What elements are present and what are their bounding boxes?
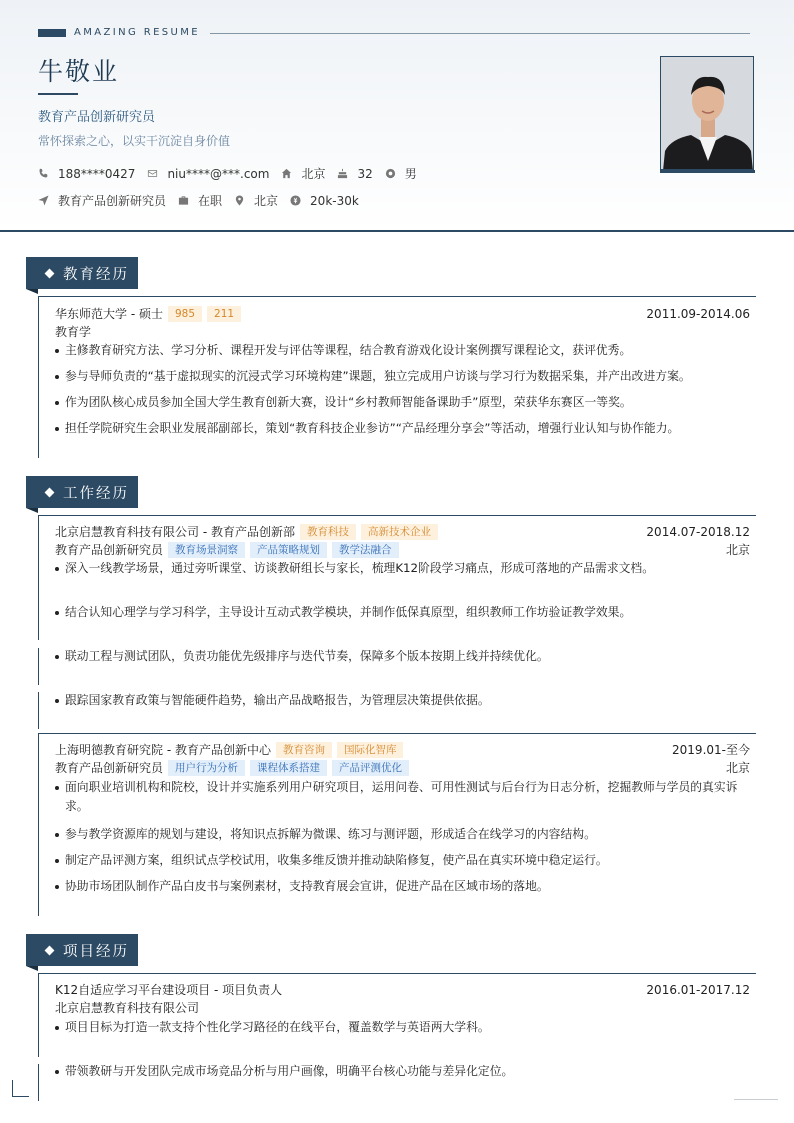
phone-item xyxy=(38,167,135,181)
job-intention-row xyxy=(38,192,371,209)
education-date: 2011.09-2014.06 xyxy=(646,306,750,321)
list-item: 作为团队核心成员参加全国大学生教育创新大赛，设计“乡村教师智能备课助手”原型，荣获华东赛区一等奖。 xyxy=(55,393,751,412)
section-education-title: 教育经历 xyxy=(63,266,129,283)
section-fold xyxy=(26,508,38,513)
salary-item xyxy=(290,194,359,208)
avatar xyxy=(661,57,754,170)
education-entry xyxy=(38,296,756,458)
contact-row xyxy=(38,165,429,182)
list-item: 结合认知心理学与学习科学，主导设计互动式教学模块，并制作低保真原型，组织教师工作坊验证教学效果。 xyxy=(55,603,751,622)
home-text: 北京 xyxy=(301,167,326,181)
location-pin-icon xyxy=(234,195,245,206)
entry-rail xyxy=(38,974,39,1057)
status-icon xyxy=(178,195,189,206)
entry-rail xyxy=(38,648,39,685)
project-head-row xyxy=(55,981,750,998)
mail-icon xyxy=(147,168,158,179)
candidate-name: 牛敬业 xyxy=(38,57,120,86)
profile-photo xyxy=(660,56,754,170)
section-fold xyxy=(26,289,38,294)
salary-text: 20k-30k xyxy=(310,193,359,208)
diamond-icon xyxy=(45,487,55,497)
company-tag: 国际化智库 xyxy=(337,742,404,758)
age-item xyxy=(337,167,372,181)
diamond-icon xyxy=(45,945,55,955)
section-work-title: 工作经历 xyxy=(63,485,129,502)
project-entry xyxy=(38,973,756,1101)
role: 教育产品创新研究员 xyxy=(55,543,164,557)
status-text: 在职 xyxy=(198,194,223,208)
project-org-row xyxy=(55,999,750,1016)
project-date: 2016.01-2017.12 xyxy=(646,982,750,997)
project-org: 北京启慧教育科技有限公司 xyxy=(55,1001,200,1015)
list-item: 面向职业培训机构和院校，设计并实施系列用户研究项目，运用问卷、可用性测试与后台行为日志分析，挖掘教师与学员的真实诉求。 xyxy=(55,778,751,816)
work-head-row xyxy=(55,741,750,758)
work-date: 2019.01-至今 xyxy=(672,743,750,757)
job-title: 教育产品创新研究员 xyxy=(38,110,156,125)
cake-icon xyxy=(337,168,348,179)
skill-tag: 课程体系搭建 xyxy=(250,760,327,776)
company-tag: 教育科技 xyxy=(300,524,356,540)
header-divider xyxy=(0,230,794,232)
skill-tag: 产品评测优化 xyxy=(332,760,409,776)
target-position-item xyxy=(38,192,166,209)
email-text: niu****@***.com xyxy=(167,166,270,181)
work-head-row xyxy=(55,523,750,540)
school-name: 华东师范大学 - 硕士 xyxy=(55,307,163,321)
send-icon xyxy=(38,195,49,206)
skill-tag: 教学法融合 xyxy=(332,542,399,558)
list-item: 参与导师负责的“基于虚拟现实的沉浸式学习环境构建”课题，独立完成用户访谈与学习行为数据采集，并产出改进方案。 xyxy=(55,367,751,386)
company-name: 北京启慧教育科技有限公司 - 教育产品创新部 xyxy=(55,525,295,539)
role-row xyxy=(55,541,750,558)
section-work-header xyxy=(26,476,138,508)
education-head-row xyxy=(55,305,750,322)
phone-icon xyxy=(38,168,49,179)
page-corner-mark xyxy=(12,1080,29,1097)
footer-rule xyxy=(734,1099,778,1100)
major: 教育学 xyxy=(55,325,92,339)
target-city-text: 北京 xyxy=(254,194,279,208)
list-item: 协助市场团队制作产品白皮书与案例素材，支持教育展会宣讲，促进产品在区域市场的落地。 xyxy=(55,877,751,896)
skill-tag: 教育场景洞察 xyxy=(168,542,245,558)
work-entry-1 xyxy=(38,515,756,733)
list-item: 深入一线教学场景，通过旁听课堂、访谈教研组长与家长，梳理K12阶段学习痛点，形成可落地的产品需求文档。 xyxy=(55,559,751,578)
company-tag: 高新技术企业 xyxy=(361,524,438,540)
gender-item xyxy=(385,165,417,182)
motto: 常怀探索之心，以实干沉淀自身价值 xyxy=(38,134,231,148)
entry-rail xyxy=(38,1064,39,1101)
list-item: 联动工程与测试团队，负责功能优先级排序与迭代节奏，保障多个版本按期上线并持续优化。 xyxy=(55,647,751,666)
section-fold xyxy=(26,966,38,971)
list-item: 制定产品评测方案，组织试点学校试用，收集多维反馈并推动缺陷修复，使产品在真实环境中稳定运行。 xyxy=(55,851,751,870)
name-underline xyxy=(38,93,78,95)
salary-icon xyxy=(290,195,301,206)
major-row xyxy=(55,323,750,340)
list-item: 跟踪国家教育政策与智能硬件趋势，输出产品战略报告，为管理层决策提供依据。 xyxy=(55,691,751,710)
tag-rule xyxy=(210,33,750,34)
gender-text: 男 xyxy=(404,167,417,181)
school-tag: 211 xyxy=(207,306,241,322)
tag-accent-bar xyxy=(38,29,66,37)
gender-icon xyxy=(385,168,396,179)
status-item xyxy=(178,192,222,209)
skill-tag: 用户行为分析 xyxy=(168,760,245,776)
role: 教育产品创新研究员 xyxy=(55,761,164,775)
work-entry-2 xyxy=(38,733,756,916)
entry-rail xyxy=(38,516,39,640)
entry-rail xyxy=(38,692,39,729)
company-tag: 教育咨询 xyxy=(276,742,332,758)
age-text: 32 xyxy=(357,166,373,181)
section-project-title: 项目经历 xyxy=(63,943,129,960)
work-city: 北京 xyxy=(725,761,750,775)
home-item xyxy=(281,165,325,182)
work-date: 2014.07-2018.12 xyxy=(646,524,750,539)
company-name: 上海明德教育研究院 - 教育产品创新中心 xyxy=(55,743,271,757)
list-item: 担任学院研究生会职业发展部副部长，策划“教育科技企业参访”“产品经理分享会”等活动，增强行业认知与协作能力。 xyxy=(55,419,751,438)
list-item: 主修教育研究方法、学习分析、课程开发与评估等课程，结合教育游戏化设计案例撰写课程论文，获评优秀。 xyxy=(55,341,751,360)
list-item: 参与教学资源库的规划与建设，将知识点拆解为微课、练习与测评题，形成适合在线学习的内容结构。 xyxy=(55,825,751,844)
section-project-header xyxy=(26,934,138,966)
entry-rail xyxy=(38,734,39,916)
section-education-header xyxy=(26,257,138,289)
diamond-icon xyxy=(45,268,55,278)
email-item xyxy=(147,167,269,181)
phone-text: 188****0427 xyxy=(58,166,136,181)
skill-tag: 产品策略规划 xyxy=(250,542,327,558)
entry-rail xyxy=(38,297,39,458)
project-name: K12自适应学习平台建设项目 - 项目负责人 xyxy=(55,983,283,997)
resume-tag: AMAZING RESUME xyxy=(74,27,200,38)
list-item: 项目目标为打造一款支持个性化学习路径的在线平台，覆盖数学与英语两大学科。 xyxy=(55,1018,751,1037)
photo-accent-bar xyxy=(660,170,755,173)
list-item: 带领教研与开发团队完成市场竞品分析与用户画像，明确平台核心功能与差异化定位。 xyxy=(55,1062,751,1081)
target-city-item xyxy=(234,192,278,209)
work-city: 北京 xyxy=(725,543,750,557)
target-position-text: 教育产品创新研究员 xyxy=(58,194,167,208)
home-icon xyxy=(281,168,292,179)
role-row xyxy=(55,759,750,776)
school-tag: 985 xyxy=(168,306,202,322)
